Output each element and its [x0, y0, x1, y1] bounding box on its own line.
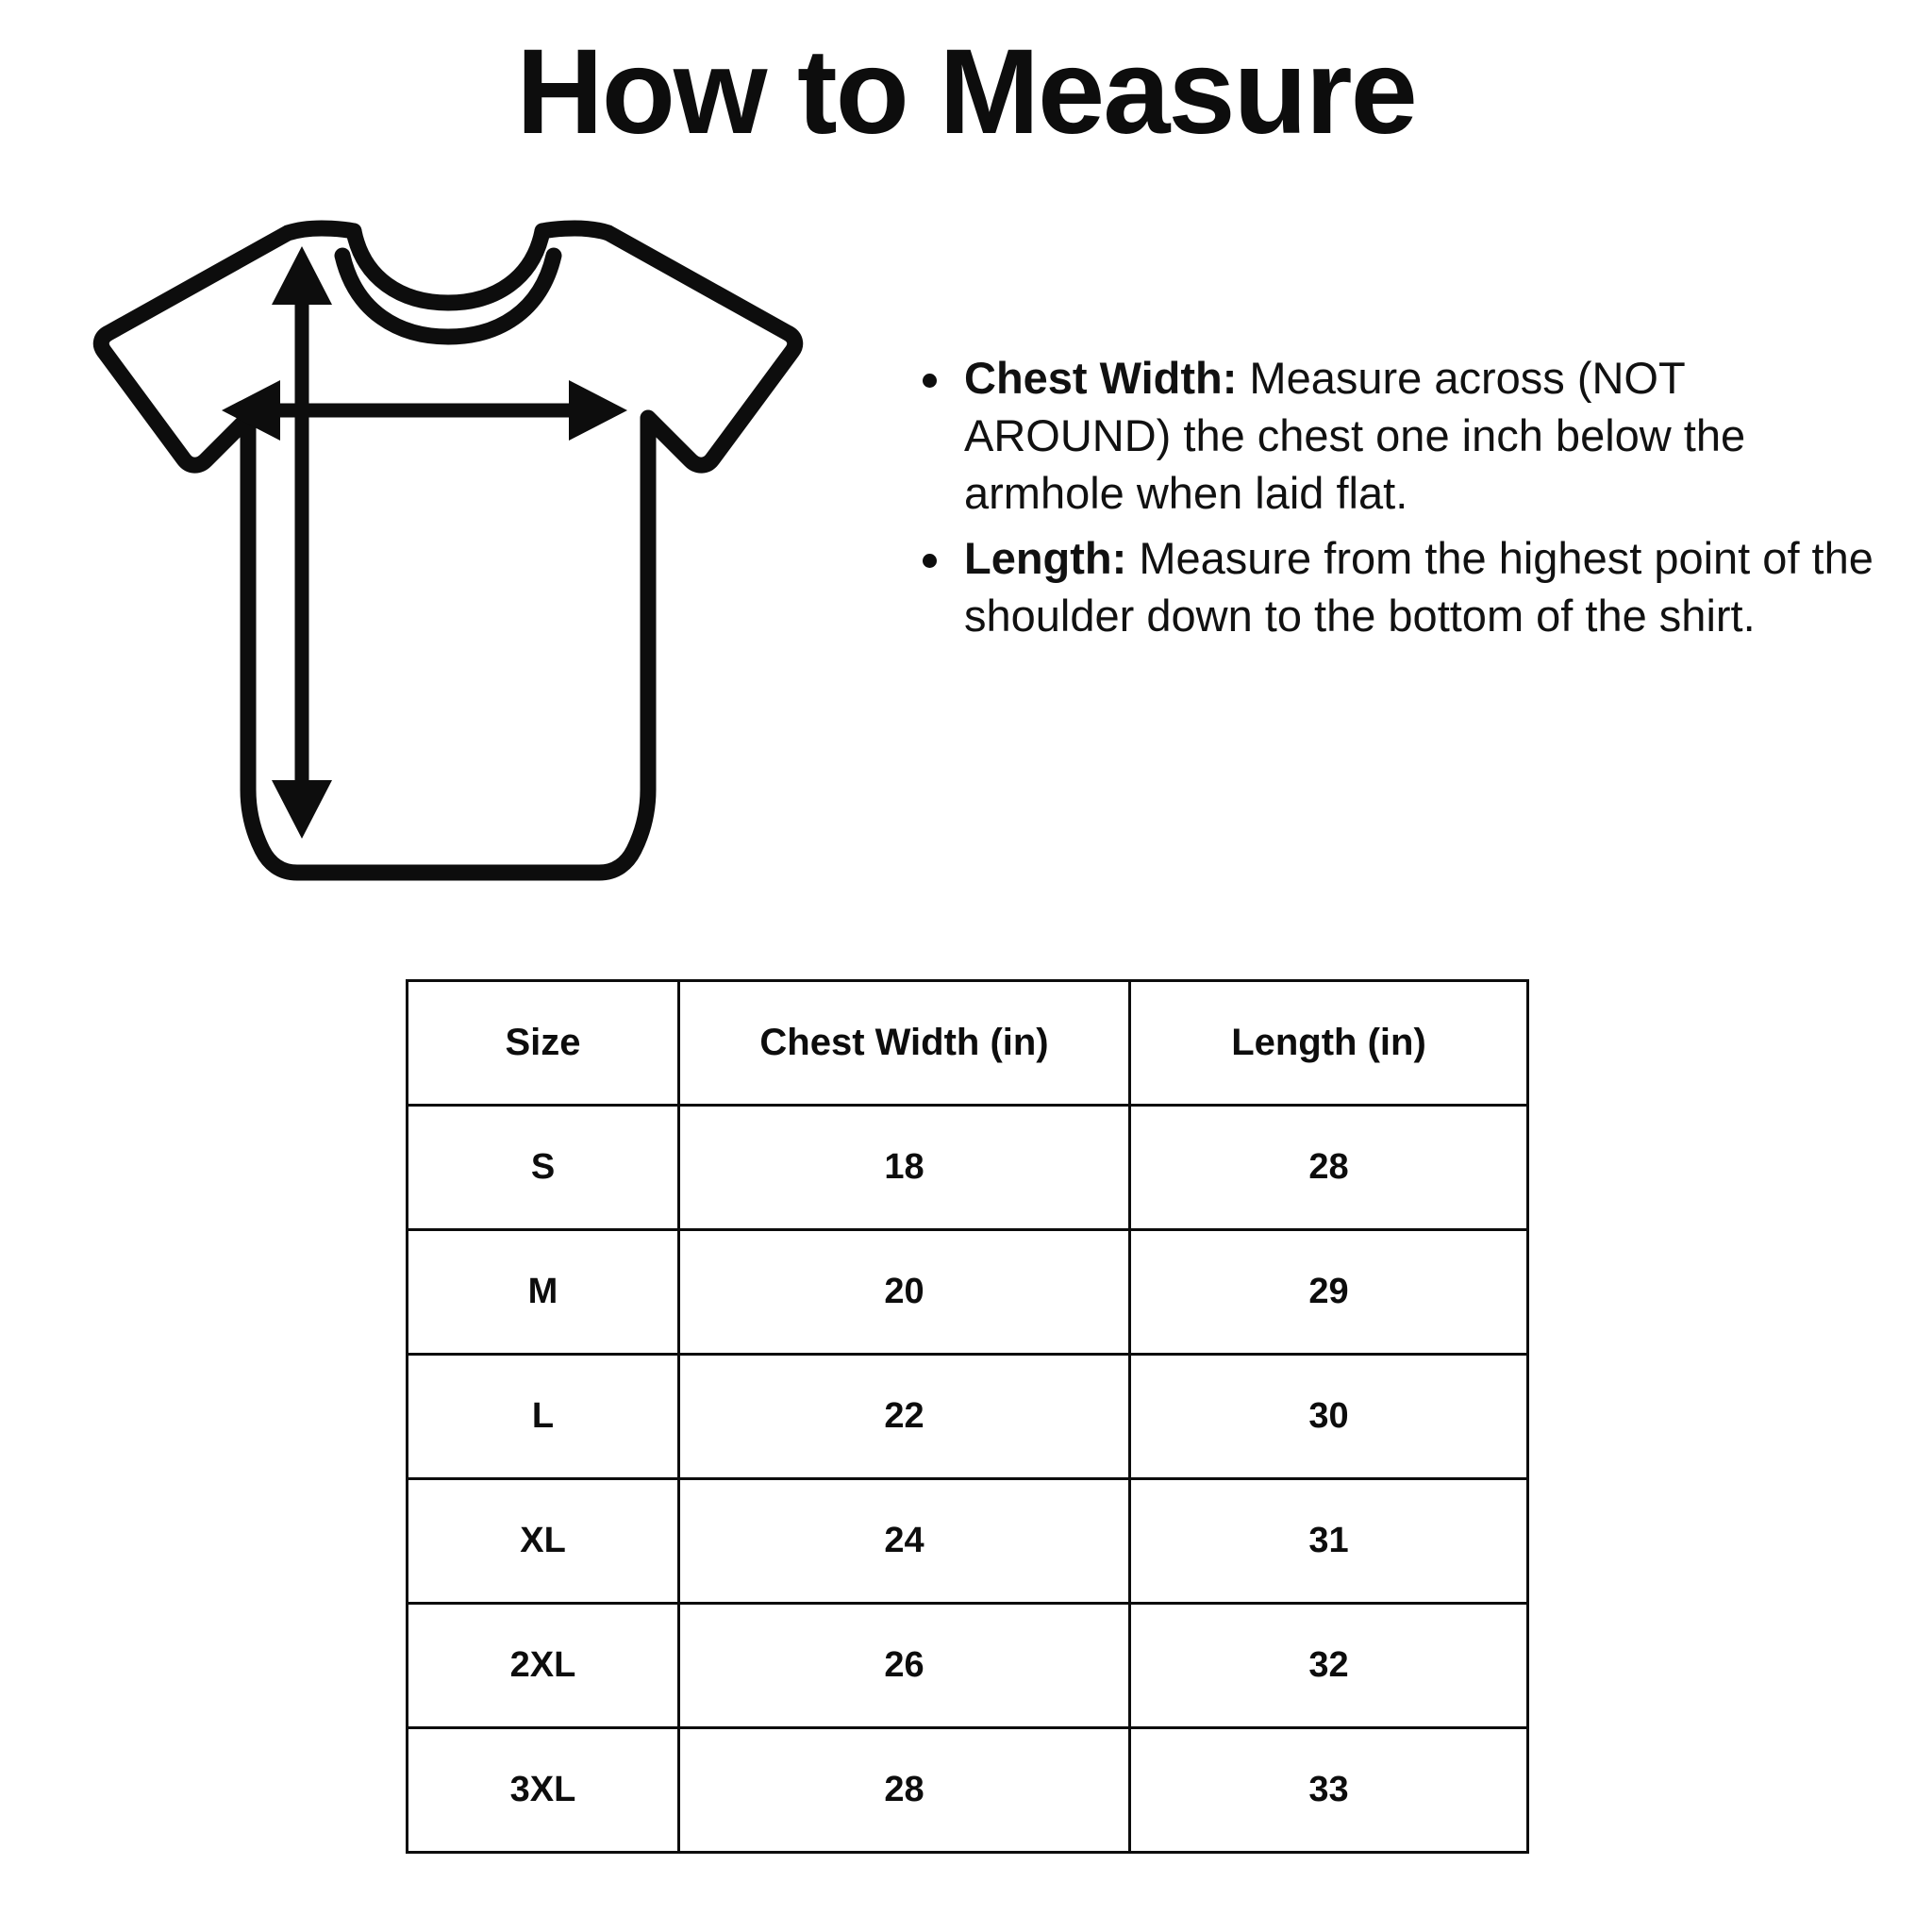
instruction-chest-width-text: Measure across (NOT AROUND) the chest one inch below the armhole when laid flat. — [964, 353, 1746, 519]
instruction-length-label: Length: — [964, 533, 1127, 584]
table-row — [408, 1230, 1528, 1355]
cell-chest-width: 24 — [679, 1479, 1130, 1604]
arrow-head-right — [569, 380, 627, 441]
cell-chest-width: 28 — [679, 1728, 1130, 1853]
cell-size: L — [408, 1355, 679, 1479]
table-header-size: Size — [408, 981, 679, 1106]
cell-length: 33 — [1130, 1728, 1528, 1853]
arrow-head-up — [272, 246, 332, 305]
cell-chest-width: 20 — [679, 1230, 1130, 1355]
arrow-head-down — [272, 780, 332, 839]
table-row — [408, 1355, 1528, 1479]
cell-size: S — [408, 1106, 679, 1230]
t-shirt-measurement-diagram — [71, 212, 863, 891]
page-title: How to Measure — [516, 25, 1416, 159]
cell-length: 32 — [1130, 1604, 1528, 1728]
cell-size: M — [408, 1230, 679, 1355]
table-row — [408, 1728, 1528, 1853]
table-header-length: Length (in) — [1130, 981, 1528, 1106]
table-row — [408, 1106, 1528, 1230]
cell-length: 30 — [1130, 1355, 1528, 1479]
table-header-chest-width: Chest Width (in) — [679, 981, 1130, 1106]
size-table — [406, 979, 1529, 1854]
table-header-row — [408, 981, 1528, 1106]
instruction-chest-width-label: Chest Width: — [964, 353, 1238, 403]
cell-length: 28 — [1130, 1106, 1528, 1230]
cell-chest-width: 22 — [679, 1355, 1130, 1479]
cell-length: 29 — [1130, 1230, 1528, 1355]
cell-size: 2XL — [408, 1604, 679, 1728]
cell-chest-width: 18 — [679, 1106, 1130, 1230]
table-row — [408, 1479, 1528, 1604]
size-chart — [406, 979, 1526, 1854]
cell-size: XL — [408, 1479, 679, 1604]
table-row — [408, 1604, 1528, 1728]
cell-chest-width: 26 — [679, 1604, 1130, 1728]
measurement-instructions — [906, 349, 1877, 652]
cell-size: 3XL — [408, 1728, 679, 1853]
instruction-length — [906, 529, 1877, 644]
cell-length: 31 — [1130, 1479, 1528, 1604]
instruction-chest-width — [906, 349, 1877, 522]
instruction-length-text: Measure from the highest point of the shoulder down to the bottom of the shirt. — [964, 533, 1874, 641]
